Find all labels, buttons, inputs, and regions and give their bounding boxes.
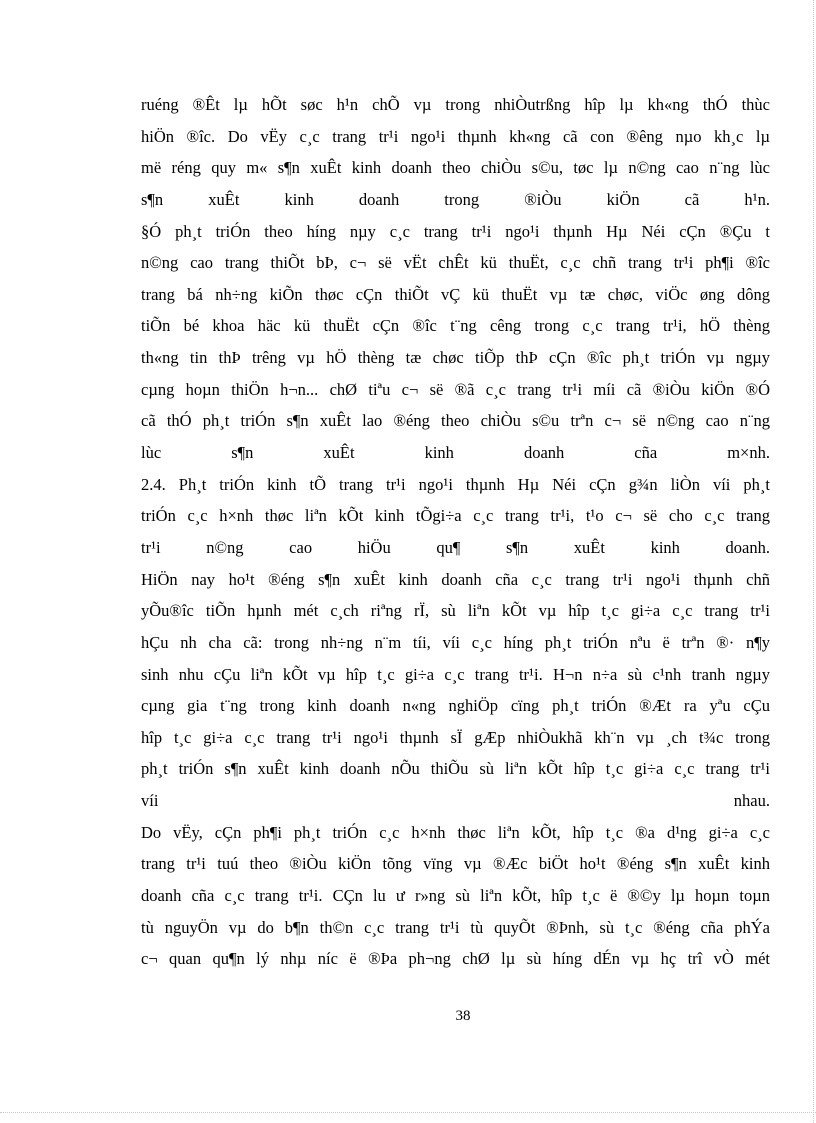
text-line: ruéng ®Êt lµ hÕt søc h¹n chÕ vµ trong nhiÒutrßng hîp lµ kh«ng thÓ thùc [141,95,770,114]
text-line: Do vËy, cÇn ph¶i ph¸t triÓn c¸c h×nh thøc liªn kÕt, hîp t¸c ®a d¹ng gi÷a c¸c [141,822,770,842]
text-line: hÇu nh cha cã: trong nh÷ng n¨m tíi, víi c¸c híng ph¸t triÓn nªu ë trªn ®· n¶y [141,632,770,652]
text-line: triÓn c¸c h×nh thøc liªn kÕt kinh tÕgi÷a c¸c trang tr¹i, t¹o c¬ së cho c¸c trang [141,506,770,526]
text-line: tù nguyÖn vµ do b¶n th©n c¸c trang tr¹i tù quyÕt ®Þnh, sù t¸c ®éng cña phÝa [141,917,770,937]
text-line: tiÕn bé khoa häc kü thuËt cÇn ®îc t¨ng cêng trong c¸c trang tr¹i, hÖ thèng [141,316,770,336]
page-edge-right [813,0,814,1123]
text-line: trang tr¹i tuú theo ®iÒu kiÖn tõng vïng vµ ®Æc biÖt ho¹t ®éng s¶n xuÊt kinh [141,854,770,874]
page-edge-bottom [0,1112,816,1113]
text-line: §Ó ph¸t triÓn theo híng nµy c¸c trang tr¹i ngo¹i thµnh Hµ Néi cÇn ®Çu t [141,221,770,241]
page-number: 38 [455,1008,471,1024]
text-line: trang bá nh÷ng kiÕn thøc cÇn thiÕt vÇ kü thuËt vµ tæ chøc, viÖc øng dông [141,284,770,304]
body-text [141,89,770,975]
text-line: hîp t¸c gi÷a c¸c trang tr¹i ngo¹i thµnh sÏ gÆp nhiÒukhã kh¨n vµ ¸ch t¾c trong [141,727,770,747]
text-line: c¬ quan qu¶n lý nhµ níc ë ®Þa ph¬ng chØ lµ sù híng dÉn vµ hç trî vÒ mét [141,949,770,969]
text-line: ph¸t triÓn s¶n xuÊt kinh doanh nÕu thiÕu sù liªn kÕt hîp t¸c gi÷a c¸c trang tr¹i [141,759,770,779]
text-line: hiÖn ®îc. Do vËy c¸c trang tr¹i ngo¹i thµnh kh«ng cã con ®êng nµo kh¸c lµ [141,126,770,146]
text-line: s¶n xuÊt kinh doanh trong ®iÒu kiÖn cã h¹n. [141,189,770,209]
text-line: tr¹i n©ng cao hiÖu qu¶ s¶n xuÊt kinh doanh. [141,537,770,557]
text-line: më réng quy m« s¶n xuÊt kinh doanh theo chiÒu s©u, tøc lµ n©ng cao n¨ng lùc [141,158,770,178]
text-line: doanh cña c¸c trang tr¹i. CÇn lu ư r»ng sù liªn kÕt, hîp t¸c ë ®©y lµ hoµn toµn [141,886,770,906]
text-line: n©ng cao trang thiÕt bÞ, c¬ së vËt chÊt kü thuËt, c¸c chñ trang tr¹i ph¶i ®îc [141,253,770,273]
text-line: lùc s¶n xuÊt kinh doanh cña m×nh. [141,443,770,463]
text-line: HiÖn nay ho¹t ®éng s¶n xuÊt kinh doanh cña c¸c trang tr¹i ngo¹i thµnh chñ [141,569,770,589]
text-line: th«ng tin thÞ trêng vµ hÖ thèng tæ chøc tiÕp thÞ cÇn ®îc ph¸t triÓn vµ ngµy [141,348,770,368]
text-line: cã thÓ ph¸t triÓn s¶n xuÊt lao ®éng theo chiÒu s©u trªn c¬ së n©ng cao n¨ng [141,411,770,431]
text-line: cµng hoµn thiÖn h¬n... chØ tiªu c¬ së ®ã c¸c trang tr¹i míi cã ®iÒu kiÖn ®Ó [141,379,770,399]
text-line: víi nhau. [141,791,770,811]
text-line: 2.4. Ph¸t triÓn kinh tÕ trang tr¹i ngo¹i thµnh Hµ Néi cÇn g¾n liÒn víi ph¸t [141,474,770,494]
text-line: sinh nhu cÇu liªn kÕt vµ hîp t¸c gi÷a c¸c trang tr¹i. H¬n n÷a sù c¹nh tranh ngµy [141,664,770,684]
text-line: yÕu®îc tiÕn hµnh mét c¸ch riªng rÏ, sù liªn kÕt vµ hîp t¸c gi÷a c¸c trang tr¹i [141,601,770,621]
text-line: cµng gia t¨ng trong kinh doanh n«ng nghiÖp cïng ph¸t triÓn ®Æt ra yªu cÇu [141,696,770,716]
